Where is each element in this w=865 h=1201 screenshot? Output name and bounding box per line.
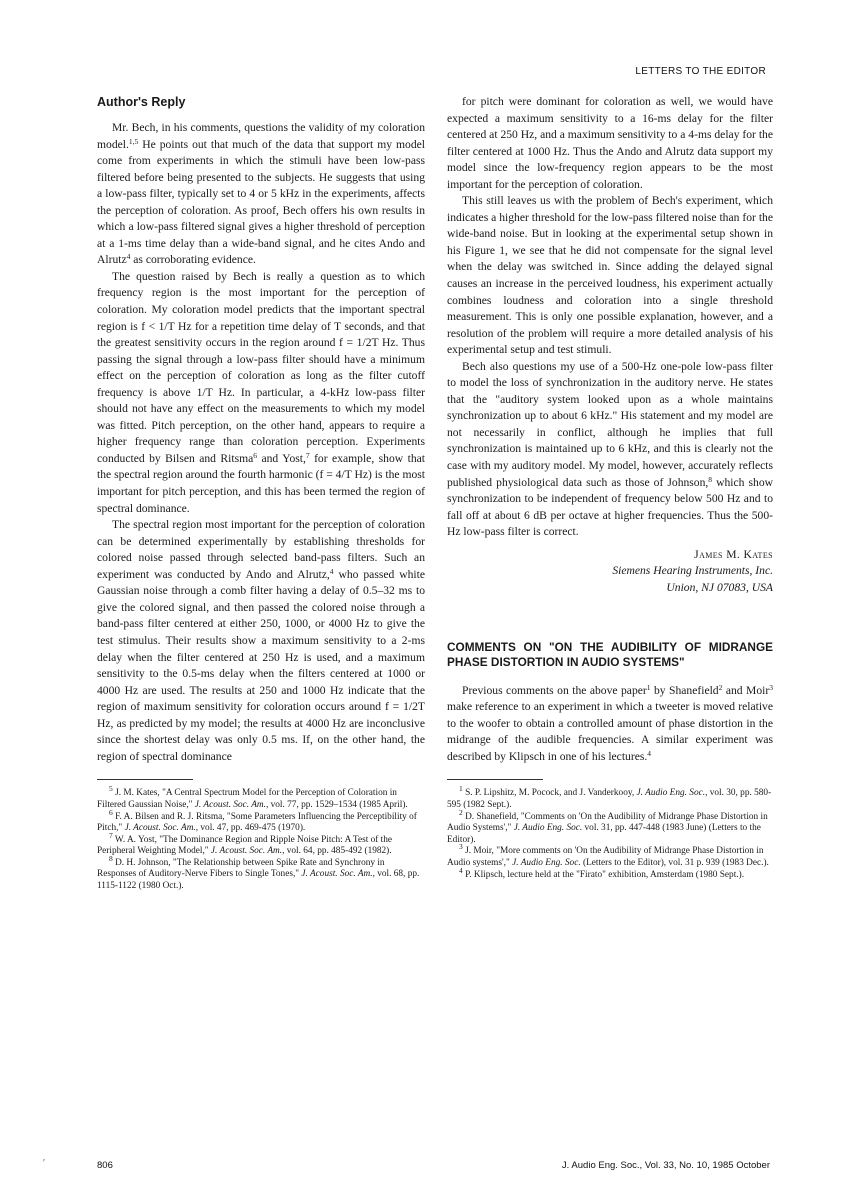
right-body-bottom bbox=[447, 683, 773, 766]
paragraph-text: Bech also questions my use of a 500-Hz one-pole low-pass filter to model the loss of synchronization in the auditory nerve. He states that the "auditory system looked upon as a whole maintains synchronization up to about 6 kHz." His statement and my model are not necessarily in conflict, although he implies that full synchronization is maintained up to 6 kHz, and this is clearly not the case with my auditory model. My model, however, accurately reflects published physiological data such as those of Johnson, bbox=[447, 359, 773, 489]
paragraph bbox=[447, 683, 773, 766]
footnote-number: 5 bbox=[109, 784, 113, 794]
footnote-text: F. A. Bilsen and R. J. Ritsma, "Some Parameters Influencing the Perceptibility of Pitch," bbox=[97, 811, 417, 834]
paragraph-text: and Yost, bbox=[257, 451, 306, 465]
paragraph-text: who passed white Gaussian noise through a comb filter having a delay of 0.5–32 ms to give the colored signal, and then passed the colored noise through a band-pass filter centered at either 250, 1000, or 4000 Hz to give the test stimulus. Their results show a maximum sensitivity to a 2-ms delay when the filter centered at 250 Hz is used, and a maximum sensitivity to the 0.5-ms delay when the filters centered at 1000 or 4000 Hz are used. The results at 250 and 1000 Hz indicate that the region of maximum sensitivity for coloration occurs around f = 1/2T Hz, as predicted by my model; the results at 4000 Hz are inconclusive since the shortest delay was only 0.5 ms. If, on the other hand, the region of spectral dominance bbox=[97, 567, 425, 763]
paragraph bbox=[97, 517, 425, 765]
footnote-number: 6 bbox=[109, 807, 113, 817]
footnote-rule bbox=[447, 779, 543, 780]
margin-mark: ′ bbox=[43, 1158, 46, 1169]
reference-marker: 7 bbox=[305, 450, 310, 460]
footnote-text: J. Moir, "More comments on 'On the Audibility of Midrange Phase Distortion in Audio systems'," bbox=[447, 846, 764, 868]
footnote-text: J. M. Kates, "A Central Spectrum Model for the Perception of Coloration in Filtered Gaussian Noise," bbox=[97, 788, 397, 810]
paragraph-text: The question raised by Bech is really a question as to which frequency region is the most important for the perception of coloration. My coloration model predicts that the important spectral region is f < 1/T Hz for a repetition time delay of T seconds, and that the greatest sensitivity occurs in the region around f = 1/2T Hz. Thus passing the signal through a low-pass filter should have a minimum effect on the perception of coloration as long as the filter cutoff frequency is above 1/T Hz. In particular, a 4-kHz low-pass filter should not have any effect on the measurements to which my model was fitted. Pitch perception, on the other hand, appears to require a higher frequency range than coloration perception. Experiments conducted by Bilsen and Ritsma bbox=[97, 269, 425, 465]
paragraph-text: Previous comments on the above paper bbox=[462, 683, 647, 697]
footnote-text: , vol. 30, pp. 580-595 (1982 Sept.). bbox=[447, 788, 772, 810]
paragraph bbox=[447, 94, 773, 193]
footnote bbox=[97, 807, 425, 835]
paragraph-text: by Shanefield bbox=[650, 683, 719, 697]
right-body-top bbox=[447, 94, 773, 541]
paragraph-text: The spectral region most important for the perception of coloration can be determined experimentally by establishing thresholds for colored noise passed through selected band-pass filters. Such an experiment was conducted by Ando and Alrutz, bbox=[97, 518, 425, 581]
paragraph-text: which show synchronization to be independent of frequency below 500 Hz and to fall off at about 6 dB per octave at higher frequencies. Thus the 500-Hz low-pass filter is correct. bbox=[447, 475, 773, 539]
reference-marker: 4 bbox=[647, 748, 652, 758]
footnote-text: , vol. 64, pp. 485-492 (1982). bbox=[282, 846, 392, 857]
paragraph-text: and Moir bbox=[722, 683, 770, 697]
paragraph-text: He points out that much of the data that support my model come from experiments in which the stimuli have been low-pass filtered before being presented to the subjects. He suggests that using a low-pass filter, typically set to 4 or 5 kHz in the experiments, affects the perception of coloration. As proof, Bech offers his own results in which a low-pass filtered signal gives a higher threshold of perception at a 1-ms time delay than a wide-band signal, and he cites Ando and Alrutz bbox=[97, 137, 425, 267]
paragraph-text: as corroborating evidence. bbox=[130, 253, 256, 267]
reference-marker: 3 bbox=[769, 682, 773, 692]
reference-marker: 1,5 bbox=[128, 136, 139, 146]
footnote bbox=[447, 807, 773, 847]
paragraph bbox=[447, 193, 773, 358]
footnote-journal: J. Acoust. Soc. Am. bbox=[301, 869, 373, 880]
author-name: James M. Kates bbox=[694, 547, 773, 561]
footnote bbox=[97, 853, 425, 893]
footnote bbox=[447, 784, 773, 811]
left-column bbox=[97, 94, 425, 893]
footnote-text: , vol. 68, pp. 1115-1122 (1980 Oct.). bbox=[97, 869, 420, 892]
footnote-journal: J. Acoust. Soc. Am. bbox=[124, 823, 196, 834]
paragraph-text: for example, show that the spectral region around the fourth harmonic (f = 4/T Hz) is the most important for pitch perception, and this has been termed the region of spectral dominance. bbox=[97, 451, 425, 515]
left-body bbox=[97, 120, 425, 765]
reference-marker: 8 bbox=[708, 474, 713, 484]
footnote-number: 8 bbox=[109, 853, 113, 863]
footnote-text: (Letters to the Editor), vol. 31 p. 939 (1983 Dec.). bbox=[580, 857, 769, 868]
running-head: LETTERS TO THE EDITOR bbox=[635, 66, 766, 77]
footnote-rule bbox=[97, 779, 193, 780]
footnote-journal: J. Acoust. Soc. Am. bbox=[210, 846, 283, 857]
reference-marker: 2 bbox=[718, 682, 723, 692]
footnote-text: S. P. Lipshitz, M. Pocock, and J. Vanderkooy, bbox=[462, 788, 637, 799]
footnote-text: W. A. Yost, "The Dominance Region and Ripple Noise Pitch: A Test of the Peripheral Weighting Model," bbox=[97, 834, 393, 857]
footnote bbox=[447, 865, 773, 882]
paragraph-text: Mr. Bech, in his comments, questions the validity of my coloration model. bbox=[97, 121, 425, 151]
left-footnotes bbox=[97, 784, 425, 892]
footnote bbox=[447, 842, 773, 869]
footnote-number: 4 bbox=[459, 865, 463, 875]
paragraph bbox=[447, 359, 773, 541]
paragraph-text: This still leaves us with the problem of Bech's experiment, which indicates a higher threshold for the low-pass filtered noise than for the wide-band noise. But in looking at the experimental setup shown in his Figure 1, we see that he did not compensate for the signal level when the delay was switched in. Since adding the delayed signal causes an increase in the perceived loudness, his experiment actually combines loudness and coloration into a single threshold measurement. This is only one possible explanation, however, and a resolution of the problem will require a more detailed analysis of his experimental setup and test stimuli. bbox=[447, 194, 773, 357]
paragraph-text: make reference to an experiment in which a tweeter is moved relative to the woofer to obtain a controlled amount of phase distortion in the midrange of the audible frequencies. A similar experiment was described by Klipsch in one of his lectures. bbox=[447, 700, 773, 763]
section-heading-authors-reply: Author's Reply bbox=[97, 95, 186, 109]
paragraph bbox=[97, 120, 425, 269]
signature-block bbox=[447, 547, 773, 597]
author-affiliation: Siemens Hearing Instruments, Inc. bbox=[612, 564, 773, 578]
footnote-number: 7 bbox=[109, 830, 113, 840]
reference-marker: 4 bbox=[329, 566, 334, 576]
footnote bbox=[97, 784, 425, 811]
reference-marker: 1 bbox=[646, 682, 651, 692]
right-column bbox=[447, 94, 773, 881]
right-footnotes bbox=[447, 784, 773, 881]
footnote-text: P. Klipsch, lecture held at the "Firato" exhibition, Amsterdam (1980 Sept.). bbox=[462, 869, 745, 880]
paragraph-text: for pitch were dominant for coloration as well, we would have expected a maximum sensitivity to a 16-ms delay for the filter centered at 250 Hz, and a maximum sensitivity to a 4-ms delay for the filter centered at 1000 Hz. Thus the Ando and Alrutz data support my model since the low-frequency region appears to be the most important for the perception of coloration. bbox=[447, 95, 773, 191]
reference-marker: 6 bbox=[253, 450, 258, 460]
reference-marker: 4 bbox=[126, 252, 131, 262]
author-location: Union, NJ 07083, USA bbox=[666, 580, 773, 594]
footnote-text: D. H. Johnson, "The Relationship between Spike Rate and Synchrony in Responses of Auditory-Nerve Fibers to Single Tones," bbox=[97, 857, 385, 880]
footnote bbox=[97, 830, 425, 858]
footnote-text: D. Shanefield, "Comments on 'On the Audibility of Midrange Phase Distortion in Audio Systems'," bbox=[447, 811, 768, 834]
footnote-number: 1 bbox=[459, 784, 463, 794]
footnote-text: vol. 31, pp. 447-448 (1983 June) (Letters to the Editor). bbox=[447, 823, 761, 845]
footnote-number: 3 bbox=[459, 842, 463, 852]
paragraph bbox=[97, 269, 425, 517]
footnote-journal: J. Audio Eng. Soc. bbox=[636, 788, 706, 799]
page-number: 806 bbox=[97, 1160, 113, 1171]
footnote-text: , vol. 47, pp. 469-475 (1970). bbox=[195, 823, 306, 834]
footnote-number: 2 bbox=[459, 807, 463, 817]
footnote-journal: J. Acoust. Soc. Am. bbox=[194, 799, 266, 810]
journal-citation: J. Audio Eng. Soc., Vol. 33, No. 10, 1985 October bbox=[561, 1160, 770, 1171]
footnote-journal: J. Audio Eng. Soc. bbox=[513, 823, 583, 834]
footnote-text: , vol. 77, pp. 1529–1534 (1985 April). bbox=[265, 799, 408, 810]
section-heading-comments: COMMENTS ON "ON THE AUDIBILITY OF MIDRANGE PHASE DISTORTION IN AUDIO SYSTEMS" bbox=[447, 640, 773, 670]
footnote-journal: J. Audio Eng. Soc. bbox=[512, 857, 581, 868]
